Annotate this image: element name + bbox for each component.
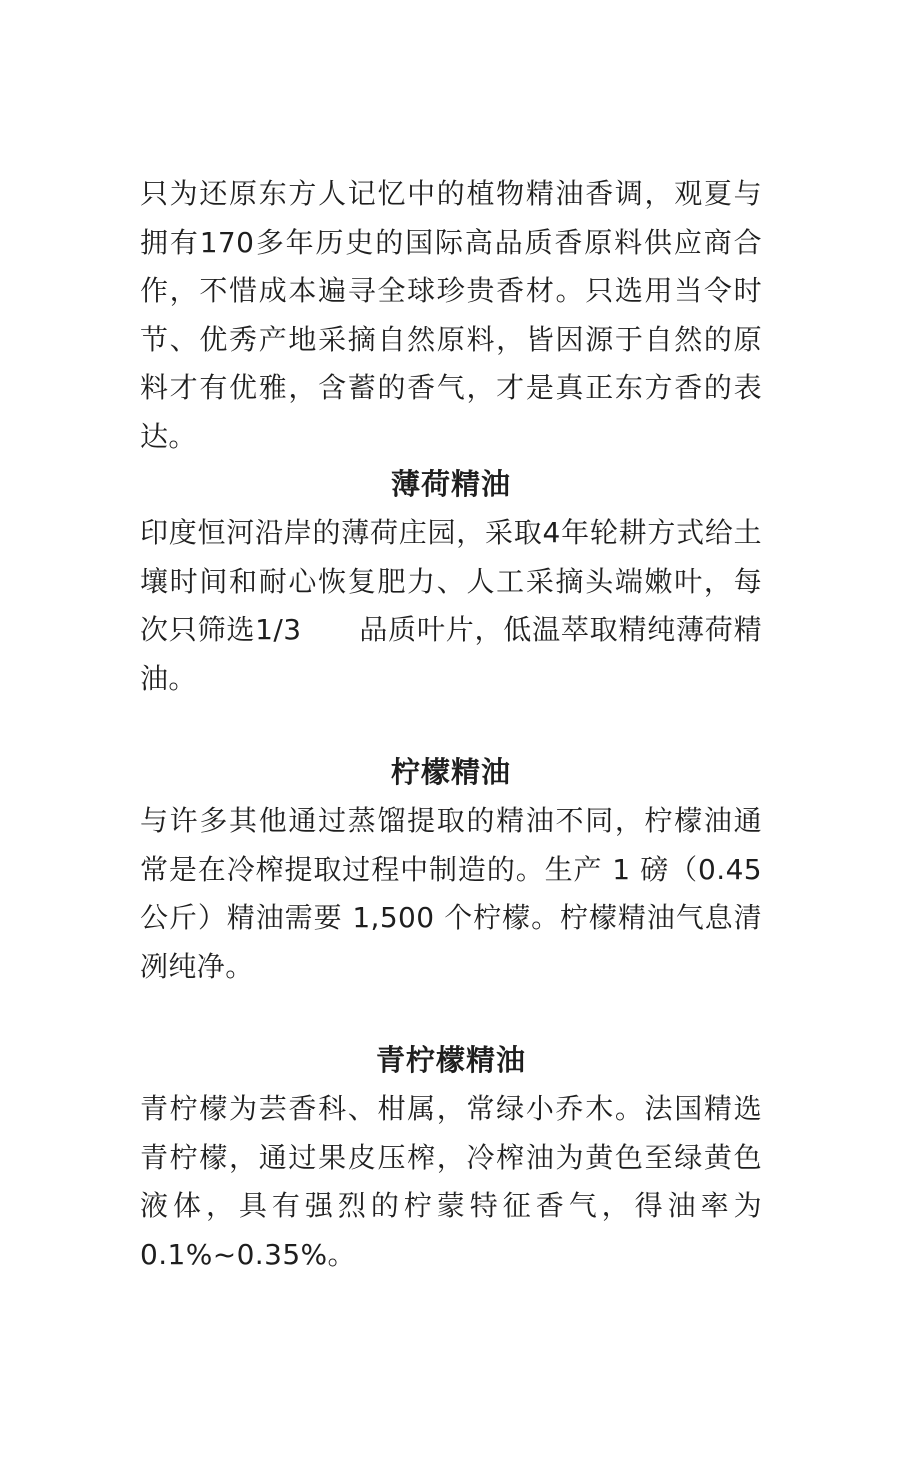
intro-paragraph: 只为还原东方人记忆中的植物精油香调，观夏与拥有170多年历史的国际高品质香原料供应商合作，不惜成本遍寻全球珍贵香材。只选用当令时节、优秀产地采摘自然原料，皆因源于自然的原料才有优雅，含蓄的香气，才是真正东方香的表达。: [140, 177, 762, 453]
section-title: 柠檬精油: [390, 755, 511, 789]
section-lime-oil: [140, 1038, 762, 1279]
section-body: 与许多其他通过蒸馏提取的精油不同，柠檬油通常是在冷榨提取过程中制造的。生产 1 磅（0.45公斤）精油需要 1,500 个柠檬。柠檬精油气息清冽纯净。: [140, 804, 762, 983]
section-title: 青柠檬精油: [375, 1043, 526, 1077]
section-body: 青柠檬为芸香科、柑属，常绿小乔木。法国精选青柠檬，通过果皮压榨，冷榨油为黄色至绿黄色液体，具有强烈的柠蒙特征香气，得油率为0.1%~0.35%。: [140, 1092, 762, 1271]
section-mint-oil: [140, 462, 762, 703]
intro-section: [140, 170, 762, 461]
section-lemon-oil: [140, 750, 762, 991]
section-title: 薄荷精油: [390, 467, 511, 501]
section-body: 印度恒河沿岸的薄荷庄园，采取4年轮耕方式给土壤时间和耐心恢复肥力、人工采摘头端嫩叶，每次只筛选1/3 品质叶片，低温萃取精纯薄荷精油。: [140, 516, 762, 695]
